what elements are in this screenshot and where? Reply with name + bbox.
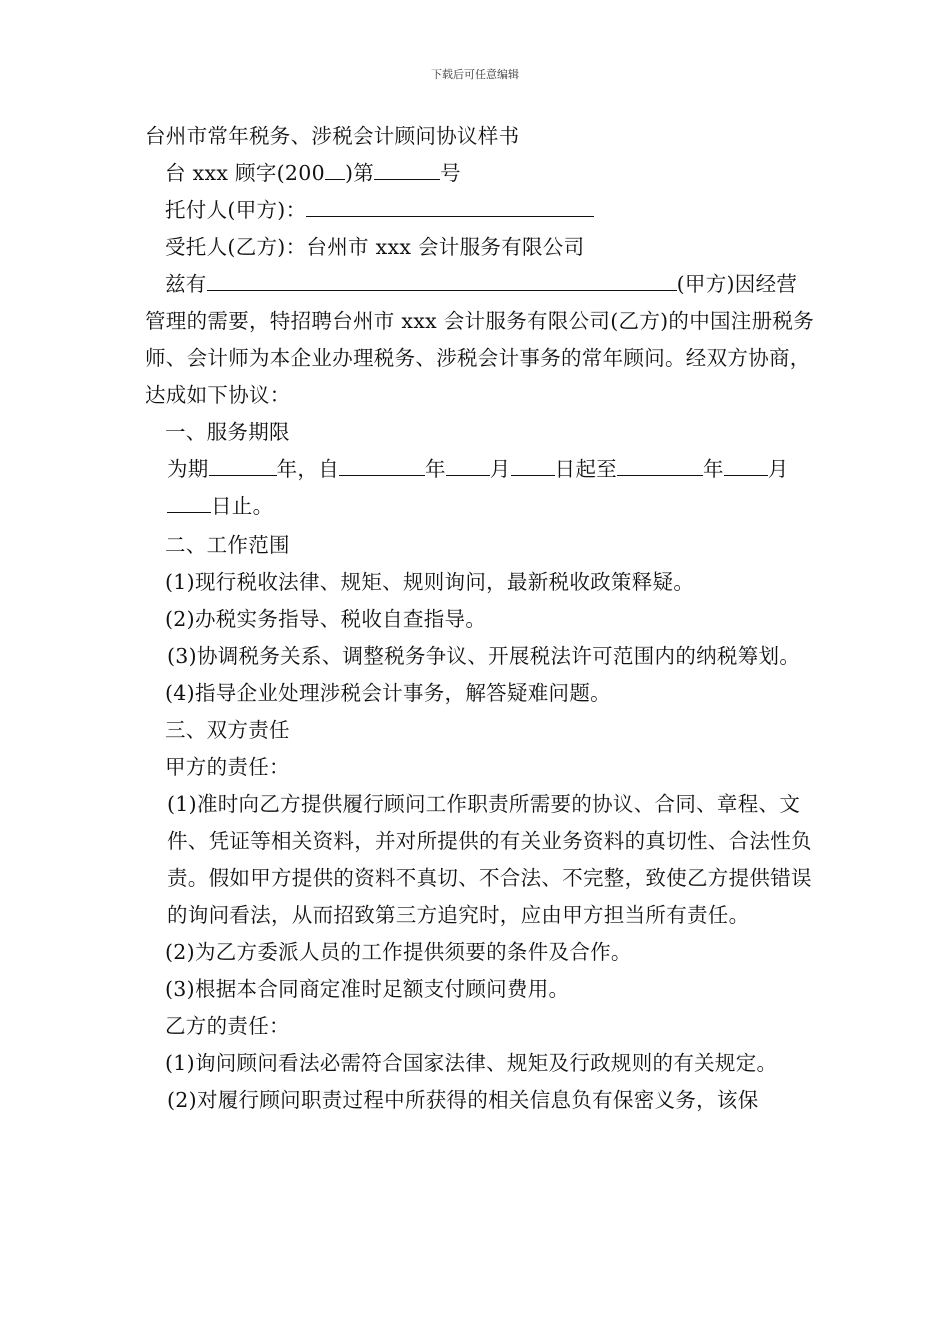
start-month-label: 月 <box>489 457 511 481</box>
party-a-label: 托付人(甲方)： <box>165 198 307 222</box>
party-a-responsibility-item: (1)准时向乙方提供履行顾问工作职责所需要的协议、合同、章程、文件、凭证等相关资料，并对所提供的有关业务资料的真切性、合法性负责。假如甲方提供的资料不真切、不合法、不完整，致使乙方提供错误的询问看法，从而招致第三方追究时，应由甲方担当所有责任。 <box>167 792 812 927</box>
end-month-label: 月 <box>767 457 789 481</box>
party-a-responsibilities-title: 甲方的责任： <box>165 755 290 779</box>
start-month-blank <box>446 455 490 476</box>
intro-paragraph: 管理的需要，特招聘台州市 xxx 会计服务有限公司(乙方)的中国注册税务师、会计师为本企业办理税务、涉税会计事务的常年顾问。经双方协商，达成如下协议： <box>145 309 815 407</box>
service-period-line <box>145 451 825 525</box>
party-b-responsibilities-title: 乙方的责任： <box>165 1014 290 1038</box>
section-2-title: 二、工作范围 <box>165 533 290 557</box>
scope-item: (4)指导企业处理涉税会计事务，解答疑难问题。 <box>165 681 611 705</box>
intro-lead: 兹有 <box>165 272 207 296</box>
reference-prefix: 台 xxx 顾字(200 <box>165 161 325 185</box>
intro-tail: (甲方)因经营 <box>676 272 798 296</box>
end-day-blank <box>167 492 211 513</box>
year-blank <box>325 159 345 180</box>
party-a-line <box>145 192 825 229</box>
section-1-title: 一、服务期限 <box>165 420 290 444</box>
end-day-label: 日止。 <box>211 494 274 518</box>
start-year-blank <box>339 455 425 476</box>
section-3-title: 三、双方责任 <box>165 718 290 742</box>
party-b-line: 受托人(乙方)：台州市 xxx 会计服务有限公司 <box>165 235 585 259</box>
reference-number-line <box>145 155 825 192</box>
start-day-label: 日起至 <box>554 457 618 481</box>
intro-blank <box>207 270 677 291</box>
number-blank <box>374 159 440 180</box>
party-a-responsibility-item: (2)为乙方委派人员的工作提供须要的条件及合作。 <box>165 940 632 964</box>
party-b-responsibility-item: (1)询问顾问看法必需符合国家法律、规矩及行政规则的有关规定。 <box>165 1051 778 1075</box>
period-from-label: 年，自 <box>276 457 340 481</box>
period-years-blank <box>209 455 277 476</box>
intro-first-line <box>145 266 825 303</box>
reference-suffix: 号 <box>440 161 461 185</box>
period-lead: 为期 <box>167 457 209 481</box>
scope-item: (1)现行税收法律、规矩、规则询问，最新税收政策释疑。 <box>165 570 695 594</box>
scope-item: (3)协调税务关系、调整税务争议、开展税法许可范围内的纳税筹划。 <box>167 644 801 668</box>
header-note: 下载后可任意编辑 <box>431 68 519 81</box>
start-year-label: 年 <box>425 457 446 481</box>
party-a-responsibility-item: (3)根据本合同商定准时足额支付顾问费用。 <box>165 977 570 1001</box>
document-body <box>145 118 825 1119</box>
start-day-blank <box>511 455 555 476</box>
end-month-blank <box>724 455 768 476</box>
document-title: 台州市常年税务、涉税会计顾问协议样书 <box>145 124 520 148</box>
end-year-blank <box>617 455 703 476</box>
scope-item: (2)办税实务指导、税收自查指导。 <box>165 607 487 631</box>
end-year-label: 年 <box>703 457 724 481</box>
reference-middle: )第 <box>344 161 375 185</box>
party-b-responsibility-item: (2)对履行顾问职责过程中所获得的相关信息负有保密义务，该保 <box>167 1088 759 1112</box>
party-a-blank <box>306 196 594 217</box>
